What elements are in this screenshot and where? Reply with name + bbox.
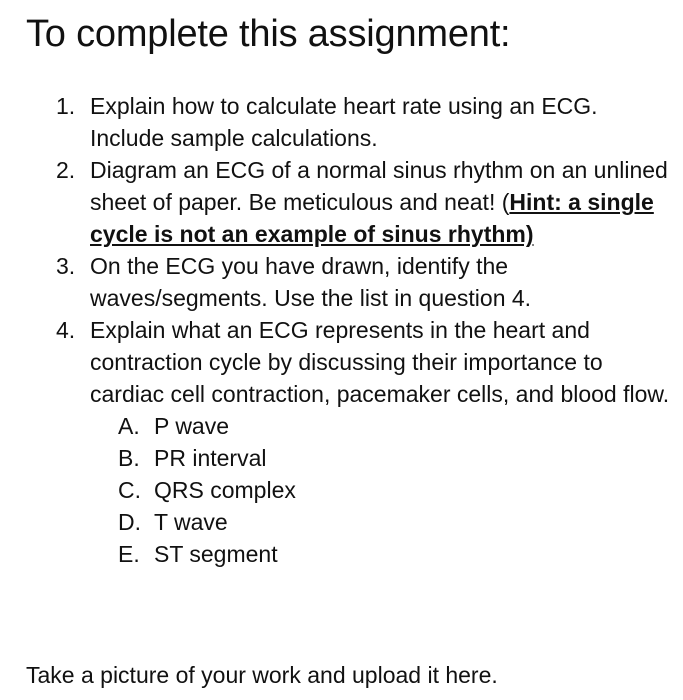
item-number: 4. [56,317,76,343]
sub-list-item [118,538,670,570]
hint-open-paren: ( [501,189,510,215]
hint-text: Hint: a single cycle is not an example of sinus rhythm) [90,189,654,247]
item-number: 2. [56,157,76,183]
list-item [56,314,670,570]
list-item [56,90,670,154]
item-text: Explain what an ECG represents in the heart and contraction cycle by discussing their importance to cardiac cell contraction, pacemaker cells, and blood flow. [90,317,670,407]
list-item [56,250,670,314]
ecg-component-list [90,410,670,570]
sub-item-letter: C. [118,477,141,503]
sub-item-letter: B. [118,445,140,471]
sub-list-item [118,442,670,474]
page-title: To complete this assignment: [26,13,511,55]
sub-item-text: P wave [154,413,230,439]
instruction-list [56,90,670,570]
sub-item-letter: A. [118,413,140,439]
sub-item-text: QRS complex [154,477,296,503]
sub-item-text: ST segment [154,541,278,567]
item-number: 1. [56,93,76,119]
sub-item-text: PR interval [154,445,267,471]
item-text: On the ECG you have drawn, identify the waves/segments. Use the list in question 4. [90,253,532,311]
sub-list-item [118,474,670,506]
sub-item-letter: E. [118,541,140,567]
item-text: Explain how to calculate heart rate using an ECG. Include sample calculations. [90,93,598,151]
sub-list-item [118,410,670,442]
item-number: 3. [56,253,76,279]
sub-item-text: T wave [154,509,228,535]
sub-list-item [118,506,670,538]
list-item [56,154,670,250]
item-text: Diagram an ECG of a normal sinus rhythm on an unlined sheet of paper. Be meticulous and neat! [90,157,668,215]
upload-instruction: Take a picture of your work and upload it here. [26,662,498,688]
sub-item-letter: D. [118,509,141,535]
